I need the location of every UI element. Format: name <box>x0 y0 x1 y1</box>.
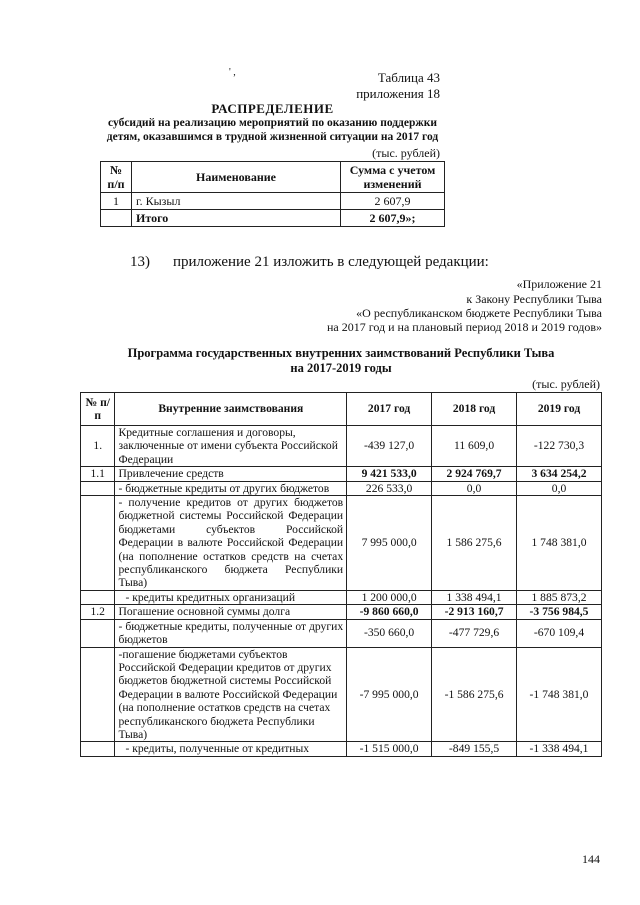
header-2019: 2019 год <box>517 393 602 426</box>
row-num <box>81 647 115 742</box>
row-2018: -1 586 275,6 <box>432 647 517 742</box>
row-name: Кредитные соглашения и договоры, заключенные от имени субъекта Российской Федерации <box>115 426 347 467</box>
table-row <box>81 647 602 742</box>
row-2019: 1 885 873,2 <box>517 590 602 604</box>
row-num <box>81 742 115 756</box>
row-2018: -2 913 160,7 <box>432 605 517 619</box>
table-header-row <box>101 162 445 193</box>
row-2019: -122 730,3 <box>517 426 602 467</box>
row-2017: 9 421 533,0 <box>347 467 432 481</box>
row-2018: 1 586 275,6 <box>432 496 517 591</box>
row-num <box>81 590 115 604</box>
row-2018: 0,0 <box>432 481 517 495</box>
table-row <box>81 467 602 481</box>
header-num: № п/п <box>81 393 115 426</box>
row-2018: 2 924 769,7 <box>432 467 517 481</box>
row-num <box>81 496 115 591</box>
table-label: Таблица 43 <box>377 70 440 85</box>
table-43 <box>100 161 445 227</box>
table-row-total <box>101 210 445 227</box>
program-title-2: на 2017-2019 годы <box>290 361 392 375</box>
row-sum: 2 607,9 <box>341 193 445 210</box>
row-name: - получение кредитов от других бюджетов бюджетной системы Российской Федерации бюджетами субъектов Российской Федерации в валюте Российской Федерации (на пополнение остатков средств на счетах республиканского бюджета Республики Тыва) <box>115 496 347 591</box>
table-row <box>81 496 602 591</box>
row-2017: -9 860 660,0 <box>347 605 432 619</box>
row-2018: 1 338 494,1 <box>432 590 517 604</box>
header-num: № п/п <box>101 162 132 193</box>
program-title-1: Программа государственных внутренних заимствований Республики Тыва <box>127 346 555 360</box>
row-2017: 1 200 000,0 <box>347 590 432 604</box>
item-13-text: приложение 21 изложить в следующей редакции: <box>173 254 489 270</box>
row-2017: -7 995 000,0 <box>347 647 432 742</box>
item-13-number: 13) <box>130 254 150 270</box>
row-2019: -1 748 381,0 <box>517 647 602 742</box>
row-2019: -3 756 984,5 <box>517 605 602 619</box>
table43-unit: (тыс. рублей) <box>372 146 440 160</box>
row-2017: -350 660,0 <box>347 619 432 647</box>
row-2017: -1 515 000,0 <box>347 742 432 756</box>
appendix21-line4: на 2017 год и на плановый период 2018 и 2019 годов» <box>326 320 602 334</box>
row-num: 1 <box>101 193 132 210</box>
row-num: 1.2 <box>81 605 115 619</box>
table43-title: РАСПРЕДЕЛЕНИЕ <box>211 101 334 116</box>
header-name: Наименование <box>132 162 341 193</box>
row-num: 1.1 <box>81 467 115 481</box>
table-header-row <box>81 393 602 426</box>
row-2019: 3 634 254,2 <box>517 467 602 481</box>
row-2017: 226 533,0 <box>347 481 432 495</box>
table-row <box>81 605 602 619</box>
program-unit: (тыс. рублей) <box>532 377 600 391</box>
row-2019: 1 748 381,0 <box>517 496 602 591</box>
row-2017: -439 127,0 <box>347 426 432 467</box>
row-name: -погашение бюджетами субъектов Российской Федерации кредитов от других бюджетов бюджетной системы Российской Федерации в валюте Российской Федерации (на пополнение остатков средств на счетах республиканского бюджета Республики Тыва) <box>115 647 347 742</box>
header-2018: 2018 год <box>432 393 517 426</box>
appendix21-line2: к Закону Республики Тыва <box>466 292 602 306</box>
row-name: Погашение основной суммы долга <box>115 605 347 619</box>
row-num <box>81 619 115 647</box>
header-2017: 2017 год <box>347 393 432 426</box>
row-2017: 7 995 000,0 <box>347 496 432 591</box>
table43-subtitle-1: субсидий на реализацию мероприятий по оказанию поддержки <box>108 117 437 129</box>
row-num <box>81 481 115 495</box>
row-name: - бюджетные кредиты, полученные от других бюджетов <box>115 619 347 647</box>
stray-mark: ' , <box>229 67 236 78</box>
appendix-ref: приложения 18 <box>356 86 440 101</box>
row-2019: -670 109,4 <box>517 619 602 647</box>
header-name: Внутренние заимствования <box>115 393 347 426</box>
row-num <box>101 210 132 227</box>
row-name: - бюджетные кредиты от других бюджетов <box>115 481 347 495</box>
borrowings-table <box>80 392 602 757</box>
appendix21-line3: «О республиканском бюджете Республики Тыва <box>356 306 602 320</box>
page-number: 144 <box>582 852 600 866</box>
table43-subtitle-2: детям, оказавшимся в трудной жизненной ситуации на 2017 год <box>106 131 439 143</box>
table-row <box>101 193 445 210</box>
row-2018: -849 155,5 <box>432 742 517 756</box>
appendix21-line1: «Приложение 21 <box>516 277 602 291</box>
row-name: Привлечение средств <box>115 467 347 481</box>
row-2019: -1 338 494,1 <box>517 742 602 756</box>
row-2018: 11 609,0 <box>432 426 517 467</box>
row-2019: 0,0 <box>517 481 602 495</box>
row-name: Итого <box>132 210 341 227</box>
table-row <box>81 481 602 495</box>
table-row <box>81 426 602 467</box>
table-row <box>81 590 602 604</box>
row-name: - кредиты, полученные от кредитных <box>115 742 347 756</box>
row-2018: -477 729,6 <box>432 619 517 647</box>
row-name: г. Кызыл <box>132 193 341 210</box>
row-sum: 2 607,9»; <box>341 210 445 227</box>
header-sum: Сумма с учетом изменений <box>341 162 445 193</box>
row-num: 1. <box>81 426 115 467</box>
table-row <box>81 742 602 756</box>
table-row <box>81 619 602 647</box>
row-name: - кредиты кредитных организаций <box>115 590 347 604</box>
